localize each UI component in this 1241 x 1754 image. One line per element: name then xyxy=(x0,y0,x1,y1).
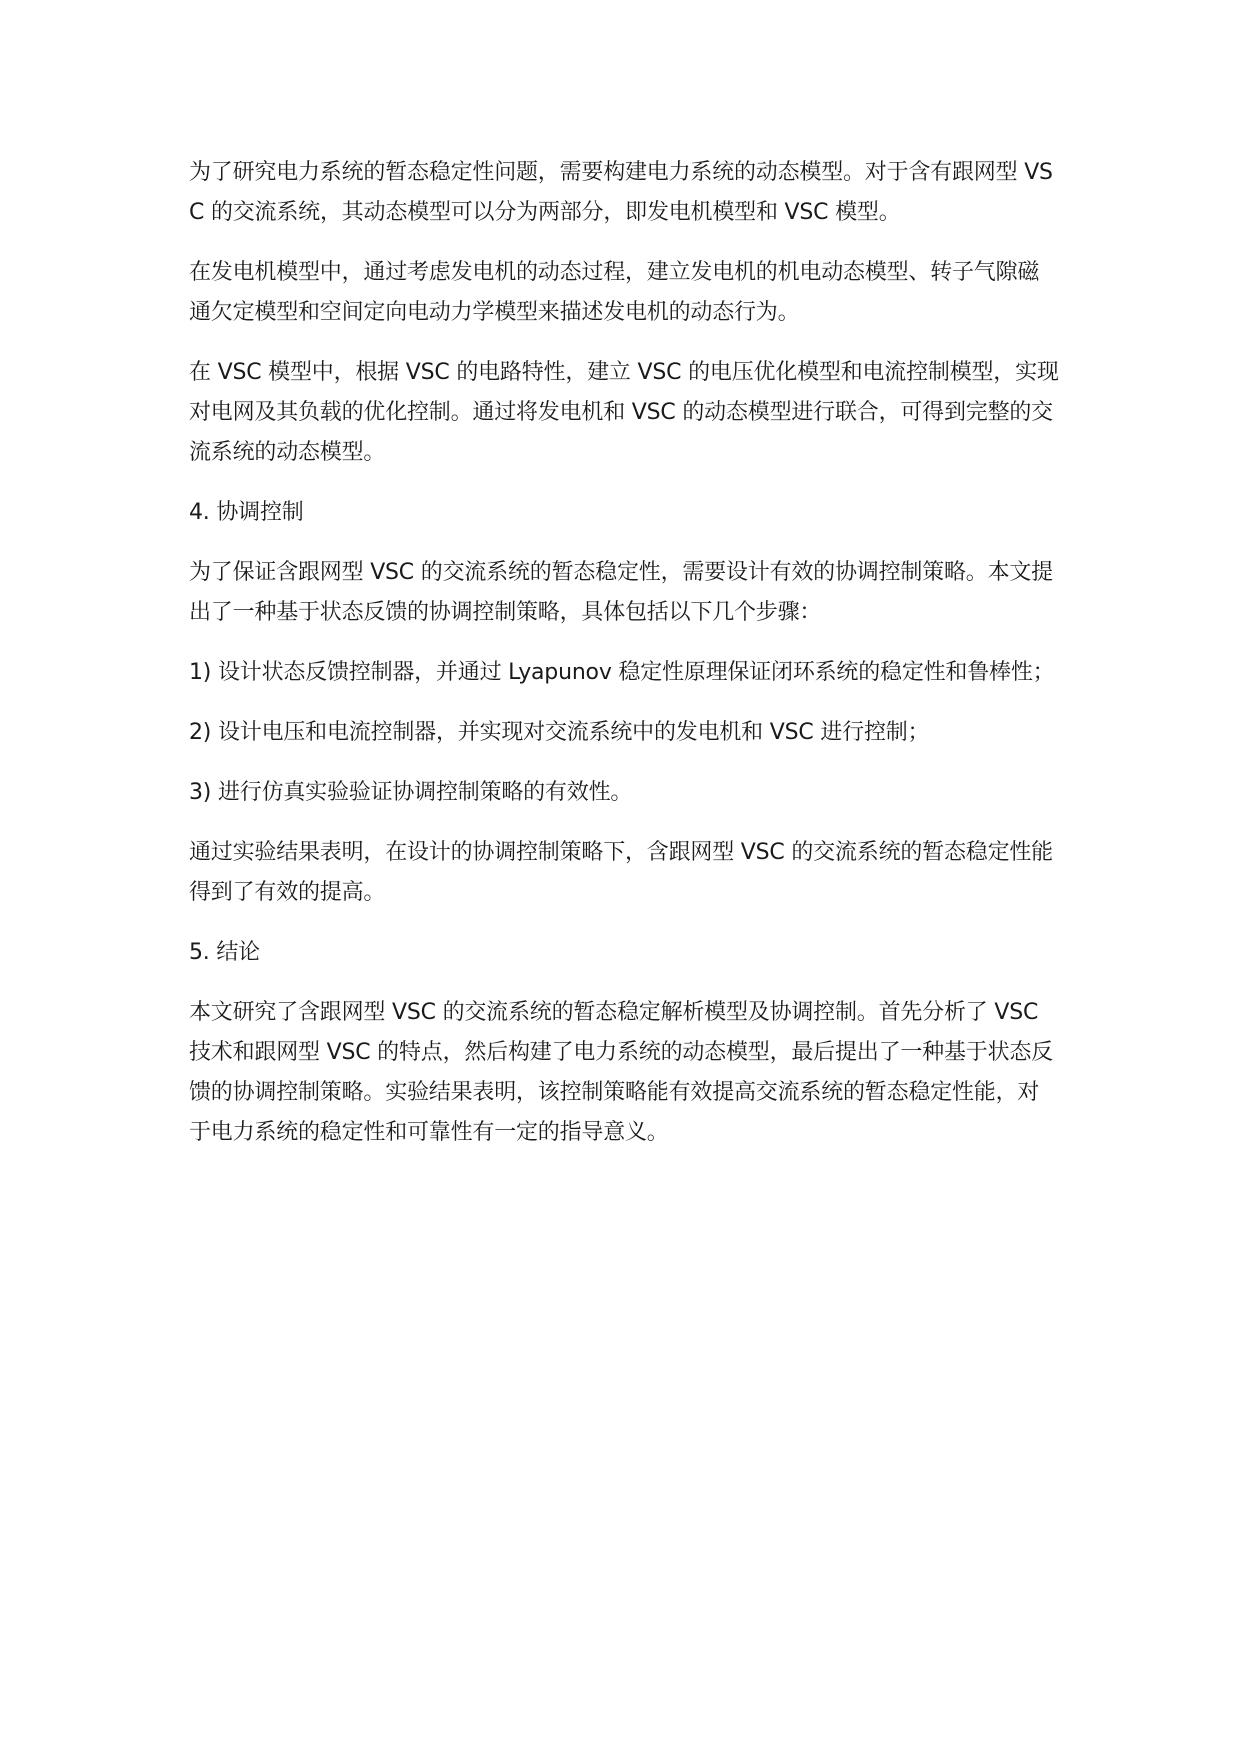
list-item-step-3: 3) 进行仿真实验验证协调控制策略的有效性。 xyxy=(189,780,633,805)
paragraph-conclusion: 本文研究了含跟网型 VSC 的交流系统的暂态稳定解析模型及协调控制。首先分析了 VSC 技术和跟网型 VSC 的特点，然后构建了电力系统的动态模型，最后提出了一种基于状态反馈的协调控制策略。实验结果表明，该控制策略能有效提高交流系统的暂态稳定性能，对于电力系统的稳定性和可靠性有一定的指导意义。 xyxy=(189,1000,1053,1145)
list-item-step-2: 2) 设计电压和电流控制器，并实现对交流系统中的发电机和 VSC 进行控制； xyxy=(189,720,930,745)
section-heading-conclusion: 5. 结论 xyxy=(189,940,260,965)
section-heading-coordinated-control: 4. 协调控制 xyxy=(189,500,304,525)
paragraph-experiment-result: 通过实验结果表明，在设计的协调控制策略下，含跟网型 VSC 的交流系统的暂态稳定性能得到了有效的提高。 xyxy=(189,840,1053,905)
document-body xyxy=(189,153,1059,1173)
paragraph-dynamic-model-intro: 为了研究电力系统的暂态稳定性问题，需要构建电力系统的动态模型。对于含有跟网型 VSC 的交流系统，其动态模型可以分为两部分，即发电机模型和 VSC 模型。 xyxy=(189,160,1053,225)
paragraph-generator-model: 在发电机模型中，通过考虑发电机的动态过程，建立发电机的机电动态模型、转子气隙磁通欠定模型和空间定向电动力学模型来描述发电机的动态行为。 xyxy=(189,260,1040,325)
paragraph-control-strategy: 为了保证含跟网型 VSC 的交流系统的暂态稳定性，需要设计有效的协调控制策略。本文提出了一种基于状态反馈的协调控制策略，具体包括以下几个步骤： xyxy=(189,560,1053,625)
list-item-step-1: 1) 设计状态反馈控制器，并通过 Lyapunov 稳定性原理保证闭环系统的稳定性和鲁棒性； xyxy=(189,660,1055,685)
paragraph-vsc-model: 在 VSC 模型中，根据 VSC 的电路特性，建立 VSC 的电压优化模型和电流控制模型，实现对电网及其负载的优化控制。通过将发电机和 VSC 的动态模型进行联合，可得到完整的交流系统的动态模型。 xyxy=(189,360,1059,465)
